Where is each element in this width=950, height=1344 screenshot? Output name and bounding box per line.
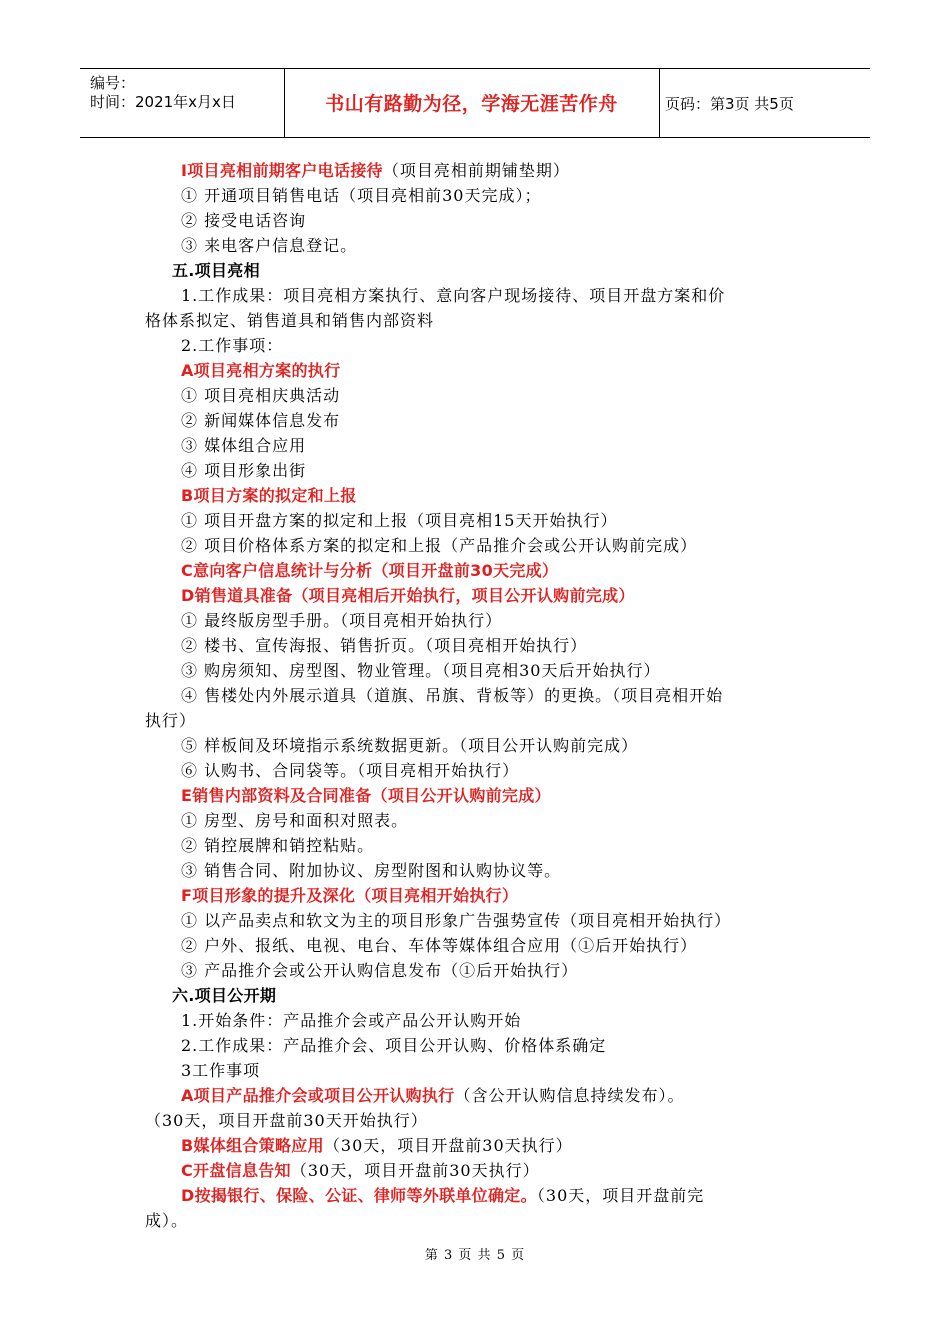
subheading-red: B媒体组合策略应用: [181, 1136, 324, 1155]
list-item: ① 最终版房型手册。（项目亮相开始执行）: [181, 611, 503, 630]
section-heading: 五.项目亮相: [172, 261, 260, 280]
list-item: ⑤ 样板间及环境指示系统数据更新。（项目公开认购前完成）: [181, 736, 639, 755]
paragraph-line: （30天，项目开盘前30天开始执行）: [145, 1111, 428, 1130]
subheading-red: A项目产品推介会或项目公开认购执行: [181, 1086, 455, 1105]
list-item-continuation: 执行）: [145, 711, 197, 730]
header-page-cell: [659, 69, 870, 137]
page-info: 页码：第3页 共5页: [665, 95, 794, 113]
heading-note: （项目亮相前期铺垫期）: [382, 161, 570, 180]
header-meta-cell: [80, 69, 285, 137]
list-item: ② 楼书、宣传海报、销售折页。（项目亮相开始执行）: [181, 636, 588, 655]
list-item: ③ 销售合同、附加协议、房型附图和认购协议等。: [181, 861, 562, 880]
list-item: ① 以产品卖点和软文为主的项目形象广告强势宣传（项目亮相开始执行）: [181, 911, 732, 930]
subheading: B项目方案的拟定和上报: [181, 486, 357, 505]
text-line: [181, 1184, 704, 1208]
subheading-red: D按揭银行、保险、公证、律师等外联单位确定。: [181, 1186, 537, 1205]
paragraph-line: 2.工作成果：产品推介会、项目公开认购、价格体系确定: [181, 1036, 607, 1055]
header-motto-cell: [284, 69, 660, 137]
list-item: ③ 来电客户信息登记。: [181, 236, 358, 255]
time-label: 时间：2021年x月x日: [90, 93, 236, 111]
subheading-note: （含公开认购信息持续发布）。: [454, 1086, 685, 1105]
subheading-note: （30天，项目开盘前完: [536, 1186, 705, 1205]
number-label: 编号：: [90, 74, 136, 92]
text-line: [181, 1084, 685, 1108]
subheading-note: （30天，项目开盘前30天执行）: [323, 1136, 573, 1155]
subheading: E销售内部资料及合同准备（项目公开认购前完成）: [181, 786, 551, 805]
subheading-red: C开盘信息告知: [181, 1161, 291, 1180]
paragraph-line: 1.开始条件：产品推介会或产品公开认购开始: [181, 1011, 522, 1030]
section-heading: 六.项目公开期: [172, 986, 277, 1005]
list-item: ② 新闻媒体信息发布: [181, 411, 341, 430]
subheading: D销售道具准备（项目亮相后开始执行，项目公开认购前完成）: [181, 586, 635, 605]
page-footer: 第 3 页 共 5 页: [424, 1248, 526, 1263]
subheading: A项目亮相方案的执行: [181, 361, 341, 380]
list-item: ④ 售楼处内外展示道具（道旗、吊旗、背板等）的更换。（项目亮相开始: [181, 686, 724, 705]
list-item: ④ 项目形象出街: [181, 461, 307, 480]
list-item: ① 项目亮相庆典活动: [181, 386, 341, 405]
text-line: [181, 1134, 573, 1158]
text-line: [181, 1159, 540, 1183]
list-item: ③ 媒体组合应用: [181, 436, 307, 455]
list-item: ③ 购房须知、房型图、物业管理。（项目亮相30天后开始执行）: [181, 661, 661, 680]
paragraph-line: 成）。: [145, 1211, 189, 1230]
list-item: ① 房型、房号和面积对照表。: [181, 811, 409, 830]
page-header: [80, 68, 870, 138]
paragraph-line: 格体系拟定、销售道具和销售内部资料: [145, 311, 435, 330]
paragraph-line: 3工作事项: [181, 1061, 261, 1080]
subheading: F项目形象的提升及深化（项目亮相开始执行）: [181, 886, 519, 905]
list-item: ⑥ 认购书、合同袋等。（项目亮相开始执行）: [181, 761, 520, 780]
heading-red: I项目亮相前期客户电话接待: [181, 161, 383, 180]
subheading-note: （30天，项目开盘前30天执行）: [290, 1161, 540, 1180]
list-item: ② 项目价格体系方案的拟定和上报（产品推介会或公开认购前完成）: [181, 536, 698, 555]
motto: 书山有路勤为径，学海无涯苦作舟: [325, 93, 618, 115]
paragraph-line: 2.工作事项：: [181, 336, 284, 355]
list-item: ② 户外、报纸、电视、电台、车体等媒体组合应用（①后开始执行）: [181, 936, 698, 955]
list-item: ③ 产品推介会或公开认购信息发布（①后开始执行）: [181, 961, 579, 980]
list-item: ② 销控展牌和销控粘贴。: [181, 836, 375, 855]
text-line: [181, 159, 570, 183]
list-item: ① 开通项目销售电话（项目亮相前30天完成）；: [181, 186, 542, 205]
list-item: ② 接受电话咨询: [181, 211, 307, 230]
subheading: C意向客户信息统计与分析（项目开盘前30天完成）: [181, 561, 559, 580]
list-item: ① 项目开盘方案的拟定和上报（项目亮相15天开始执行）: [181, 511, 618, 530]
paragraph-line: 1.工作成果：项目亮相方案执行、意向客户现场接待、项目开盘方案和价: [181, 286, 726, 305]
